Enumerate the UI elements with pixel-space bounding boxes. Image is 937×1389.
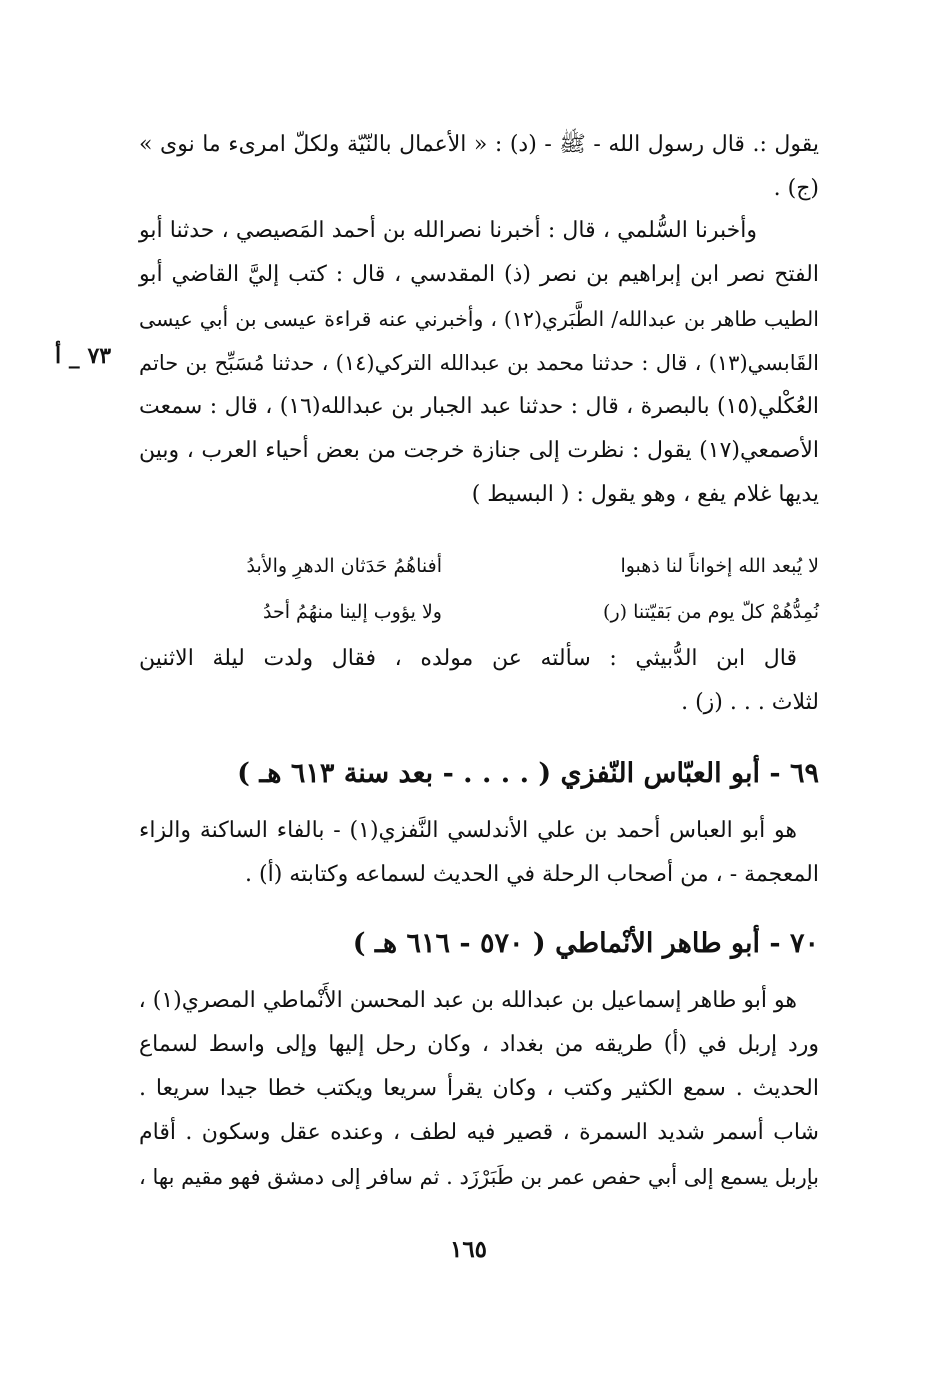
text-line: الفتح نصر ابن إبراهيم بن نصر (ذ) المقدسي ، قال : كتب إليَّ القاضي أبو <box>139 262 819 287</box>
text-line: قال ابن الدُّبيثي : سألته عن مولده ، فقال ولدت ليلة الاثنين <box>139 646 797 671</box>
text-line: لثلاث . . . (ز) . <box>681 690 819 715</box>
text-line: الأصمعي(١٧) يقول : نظرت إلى جنازة خرجت من بعض أحياء العرب ، وبين <box>139 438 819 463</box>
text-line: وأخبرنا السُّلمي ، قال : أخبرنا نصرالله بن أحمد المَصيصي ، حدثنا أبو <box>139 218 757 243</box>
entry-heading: ٦٩ - أبو العبّاس النّفزي ( . . . . - بعد سنة ٦١٣ هـ ) <box>237 758 819 789</box>
text-line: المعجمة - ، من أصحاب الرحلة في الحديث لسماعه وكتابته (أ) . <box>245 862 819 887</box>
text-line: يقول :. قال رسول الله - ﷺ - (د) : « الأعمال بالنّيّة ولكلّ امرىء ما نوى » <box>139 132 819 157</box>
poem-hemistich-left: ولا يؤوب إلينا منهُمُ أحدُ <box>263 601 442 623</box>
text-line: شاب أسمر شديد السمرة ، قصير فيه لطف ، وعنده عقل وسكون . أقام <box>139 1120 819 1145</box>
poem-hemistich-left: أفناهُمُ حَدَثان الدهرِ والأبدُ <box>246 555 442 577</box>
text-line: القَابسي(١٣) ، قال : حدثنا محمد بن عبدالله التركي(١٤) ، حدثنا مُسَبِّح بن حاتم <box>139 351 819 375</box>
text-line: يديها غلام يفع ، وهو يقول : ( البسيط ) <box>471 482 819 507</box>
entry-heading: ٧٠ - أبو طاهر الأنْماطي ( ٥٧٠ - ٦١٦ هـ ) <box>352 928 819 959</box>
margin-folio-note: ٧٣ _ أ <box>55 343 112 369</box>
text-line: بإربل يسمع إلى أبي حفص عمر بن طَبَرْزَد . ثم سافر إلى دمشق فهو مقيم بها ، <box>139 1165 819 1189</box>
poem-hemistich-right: لا يُبعد الله إخواناً لنا ذهبوا <box>620 555 819 577</box>
text-line: الحديث . سمع الكثير وكتب ، وكان يقرأ سريعا ويكتب خطا جيدا سريعا . <box>139 1076 819 1101</box>
text-line: هو أبو العباس أحمد بن علي الأندلسي النَّفزي(١) - بالفاء الساكنة والزاء <box>139 818 797 843</box>
text-line: ورد إربل في (أ) طريقه من بغداد ، وكان رحل إليها وإلى واسط لسماع <box>139 1032 819 1057</box>
page-number: ١٦٥ <box>449 1236 488 1263</box>
poem-hemistich-right: نُمِدُّهُمْ كلّ يوم من بَقيّتنا (ر) <box>603 601 819 623</box>
text-line: العُكْلي(١٥) بالبصرة ، قال : حدثنا عبد الجبار بن عبدالله(١٦) ، قال : سمعت <box>139 394 820 419</box>
text-line: هو أبو طاهر إسماعيل بن عبدالله بن عبد المحسن الأَنْماطي المصري(١) ، <box>138 988 797 1013</box>
text-line: (ج) . <box>773 176 819 201</box>
text-line: الطيب طاهر بن عبدالله/ الطَّبَري(١٢) ، وأخبرني عنه قراءة عيسى بن أبي عيسى <box>139 307 819 331</box>
